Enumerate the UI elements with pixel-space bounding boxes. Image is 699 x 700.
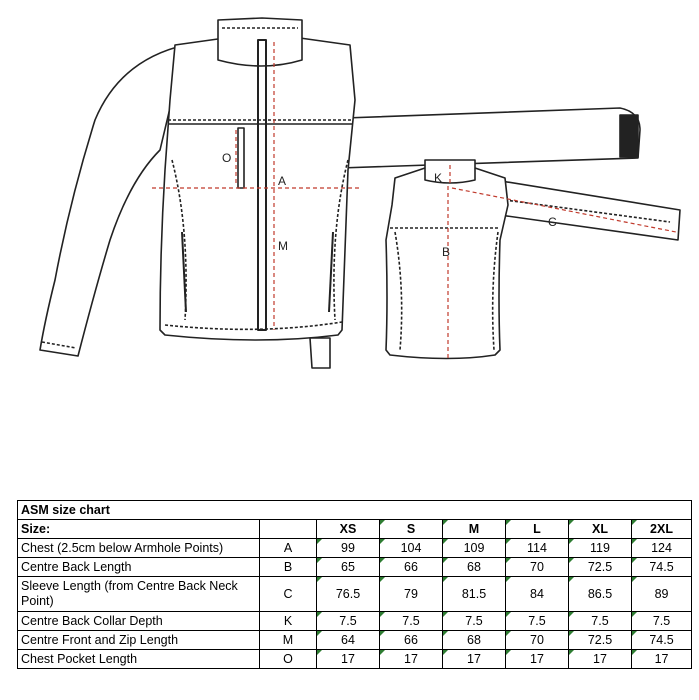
value-s: 17 [380, 650, 443, 669]
value-2xl: 7.5 [632, 612, 692, 631]
back-sleeve [495, 180, 680, 240]
row-label: Chest (2.5cm below Armhole Points) [18, 539, 260, 558]
front-collar [218, 18, 302, 66]
value-s: 66 [380, 631, 443, 650]
value-m: 109 [443, 539, 506, 558]
row-code: O [260, 650, 317, 669]
row-centre-back-collar-depth [18, 612, 692, 631]
size-xs: XS [317, 520, 380, 539]
value-s: 79 [380, 577, 443, 612]
value-xl: 17 [569, 650, 632, 669]
row-centre-front-zip-length [18, 631, 692, 650]
label-k: K [434, 171, 443, 185]
value-m: 68 [443, 558, 506, 577]
value-xl: 86.5 [569, 577, 632, 612]
size-2xl: 2XL [632, 520, 692, 539]
row-code: A [260, 539, 317, 558]
row-code: M [260, 631, 317, 650]
value-xs: 64 [317, 631, 380, 650]
value-l: 7.5 [506, 612, 569, 631]
value-l: 17 [506, 650, 569, 669]
value-2xl: 89 [632, 577, 692, 612]
row-sleeve-length [18, 577, 692, 612]
value-l: 114 [506, 539, 569, 558]
row-chest-pocket-length [18, 650, 692, 669]
label-o: O [222, 151, 232, 165]
value-s: 104 [380, 539, 443, 558]
value-xs: 65 [317, 558, 380, 577]
size-m: M [443, 520, 506, 539]
value-xs: 99 [317, 539, 380, 558]
front-right-sleeve [340, 108, 640, 168]
value-xs: 17 [317, 650, 380, 669]
value-xl: 72.5 [569, 631, 632, 650]
size-header-row [18, 520, 692, 539]
value-xl: 72.5 [569, 558, 632, 577]
row-label: Centre Back Length [18, 558, 260, 577]
value-xs: 76.5 [317, 577, 380, 612]
value-s: 66 [380, 558, 443, 577]
size-chart-title: ASM size chart [18, 501, 692, 520]
row-code: C [260, 577, 317, 612]
size-chart-title-row [18, 501, 692, 520]
value-l: 70 [506, 558, 569, 577]
hem-tab [310, 338, 330, 368]
value-l: 70 [506, 631, 569, 650]
value-m: 17 [443, 650, 506, 669]
row-label: Centre Front and Zip Length [18, 631, 260, 650]
value-xs: 7.5 [317, 612, 380, 631]
label-a: A [278, 174, 287, 188]
value-m: 7.5 [443, 612, 506, 631]
size-l: L [506, 520, 569, 539]
back-body [386, 168, 508, 359]
label-m: M [278, 239, 288, 253]
value-xl: 119 [569, 539, 632, 558]
value-m: 81.5 [443, 577, 506, 612]
size-chart-table [17, 500, 692, 669]
row-code: K [260, 612, 317, 631]
size-s: S [380, 520, 443, 539]
row-code: B [260, 558, 317, 577]
value-s: 7.5 [380, 612, 443, 631]
label-b: B [442, 245, 451, 259]
front-cuff-right [620, 115, 638, 157]
value-l: 84 [506, 577, 569, 612]
size-xl: XL [569, 520, 632, 539]
row-chest [18, 539, 692, 558]
value-m: 68 [443, 631, 506, 650]
value-2xl: 124 [632, 539, 692, 558]
size-header-label: Size: [18, 520, 260, 539]
row-centre-back-length [18, 558, 692, 577]
value-xl: 7.5 [569, 612, 632, 631]
label-c: C [548, 215, 557, 229]
value-2xl: 74.5 [632, 558, 692, 577]
value-2xl: 74.5 [632, 631, 692, 650]
row-label: Centre Back Collar Depth [18, 612, 260, 631]
row-label: Sleeve Length (from Centre Back Neck Point) [18, 577, 260, 612]
value-2xl: 17 [632, 650, 692, 669]
row-label: Chest Pocket Length [18, 650, 260, 669]
